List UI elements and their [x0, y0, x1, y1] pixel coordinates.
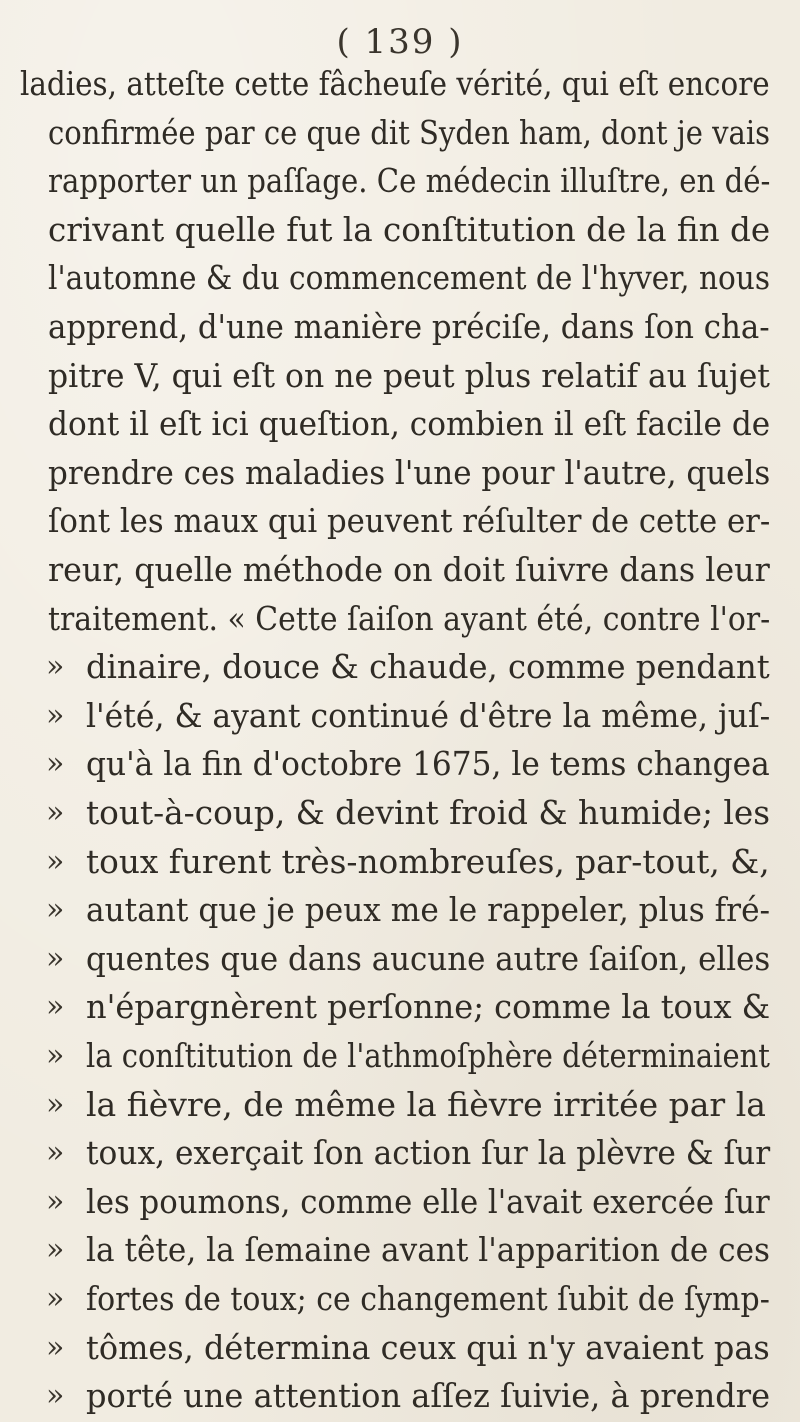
line-text: l'été, & ayant continué d'être la même, juſ- [86, 695, 771, 735]
guillemet: » [46, 1038, 65, 1073]
quoted-line [0, 886, 800, 935]
line-text: quentes que dans aucune autre ſaiſon, elles [86, 938, 771, 978]
quoted-line [0, 1032, 800, 1081]
quoted-line [0, 1129, 800, 1178]
guillemet: » [46, 843, 65, 879]
line-text: prendre ces maladies l'une pour l'autre, quels [48, 452, 771, 492]
line-text: confirmée par ce que dit Syden ham, dont je vais [48, 112, 771, 152]
guillemet: » [46, 697, 65, 733]
quoted-line [0, 1226, 800, 1275]
line-text: dont il eſt ici queſtion, combien il eſt facile de [48, 404, 771, 444]
text-line [0, 449, 800, 498]
guillemet: » [46, 989, 65, 1025]
quoted-line [0, 1372, 800, 1421]
quoted-line [0, 1081, 800, 1130]
line-text: pitre V, qui eſt on ne peut plus relatif au ſujet [48, 355, 770, 395]
line-text: la conſtitution de l'athmoſphère déterminaient [86, 1036, 770, 1075]
line-text: toux, exerçait ſon action ſur la plèvre & ſur [86, 1133, 771, 1173]
page-number: ( 139 ) [336, 22, 464, 62]
line-text: l'automne & du commencement de l'hyver, nous [48, 258, 771, 298]
line-text: qu'à la fin d'octobre 1675, le tems changea [86, 744, 770, 784]
text-line [0, 157, 800, 206]
guillemet: » [46, 1329, 65, 1365]
line-text: crivant quelle fut la conſtitution de la fin de [48, 209, 771, 249]
line-text: ladies, atteſte cette fâcheuſe vérité, qui eſt encore [20, 64, 770, 103]
text-line [0, 206, 800, 255]
quoted-line [0, 1324, 800, 1373]
quoted-line [0, 692, 800, 741]
quoted-line [0, 1275, 800, 1324]
quoted-line [0, 789, 800, 838]
text-line [0, 60, 800, 109]
line-text: porté une attention aſſez ſuivie, à prendre [86, 1376, 771, 1416]
guillemet: » [46, 892, 65, 928]
line-text: dinaire, douce & chaude, comme pendant [86, 647, 770, 687]
line-text: n'épargnèrent perſonne; comme la toux & [86, 987, 771, 1027]
text-line [0, 400, 800, 449]
guillemet: » [46, 649, 65, 685]
line-text: tout-à-coup, & devint froid & humide; les [86, 793, 771, 832]
line-text: autant que je peux me le rappeler, plus fré- [86, 890, 771, 930]
line-text: ſont les maux qui peuvent réſulter de cette er- [48, 501, 771, 541]
quoted-line [0, 740, 800, 789]
guillemet: » [46, 1086, 65, 1122]
line-text: les poumons, comme elle l'avait exercée ſur [86, 1181, 770, 1221]
line-text: reur, quelle méthode on doit ſuivre dans leur [48, 550, 770, 589]
text-line [0, 254, 800, 303]
text-line [0, 352, 800, 401]
line-text: traitement. « Cette ſaiſon ayant été, contre l'or- [48, 598, 771, 638]
quoted-line [0, 983, 800, 1032]
guillemet: » [46, 1281, 65, 1316]
guillemet: » [46, 746, 65, 782]
text-line [0, 546, 800, 595]
text-line [0, 595, 800, 644]
line-text: rapporter un paſſage. Ce médecin illuſtre, en dé- [48, 161, 771, 201]
line-text: tômes, détermina ceux qui n'y avaient pas [86, 1327, 770, 1367]
line-text: toux furent très-nombreuſes, par-tout, &, [86, 841, 770, 881]
line-text: apprend, d'une manière préciſe, dans ſon cha- [48, 307, 770, 346]
quoted-line [0, 1178, 800, 1227]
line-text: la tête, la ſemaine avant l'apparition de ces [86, 1230, 771, 1270]
quoted-line [0, 643, 800, 692]
guillemet: » [46, 1232, 65, 1268]
guillemet: » [46, 795, 65, 830]
text-line [0, 109, 800, 158]
text-line [0, 303, 800, 352]
quoted-line [0, 838, 800, 887]
quoted-line [0, 935, 800, 984]
guillemet: » [46, 940, 65, 976]
line-text: la fièvre, de même la fièvre irritée par la [86, 1084, 766, 1124]
guillemet: » [46, 1183, 65, 1219]
guillemet: » [46, 1378, 65, 1414]
line-text: fortes de toux; ce changement ſubit de ſymp- [86, 1279, 770, 1318]
text-line [0, 497, 800, 546]
guillemet: » [46, 1135, 65, 1171]
